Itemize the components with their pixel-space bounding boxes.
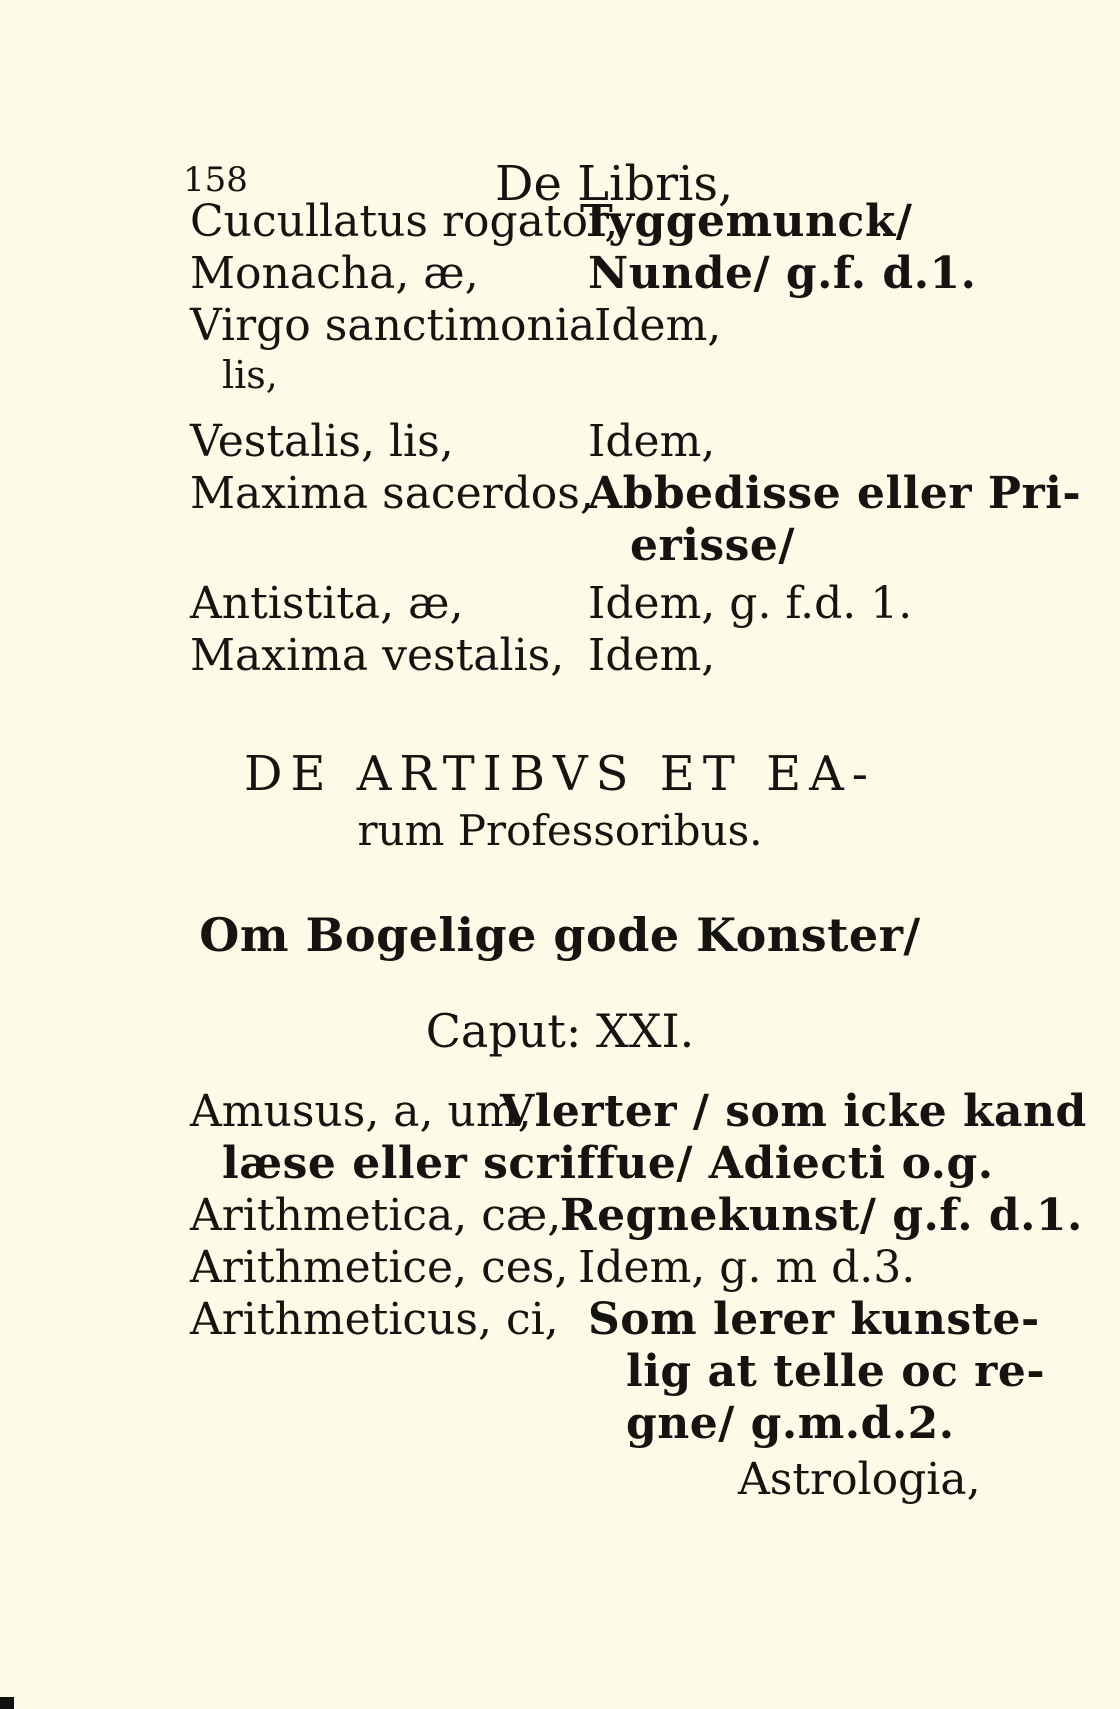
entry-latin: Monacha, æ, [190,248,479,299]
catchword: Astrologia, [738,1454,981,1505]
entry-danish-continued: lig at telle oc re- [626,1346,1046,1397]
entry-latin: Arithmeticus, ci, [190,1294,559,1345]
entry-danish: Idem, g. m d.3. [578,1242,916,1293]
entry-danish: Abbedisse eller Pri- [588,468,1082,519]
section-title: DE ARTIBVS ET EA- [243,746,877,802]
entry-danish: Vlerter / som icke kand [500,1086,1087,1137]
running-title: De Libris, [495,156,734,212]
entry-danish-continued: læse eller scriffue/ Adiecti o.g. [222,1138,994,1189]
entry-danish: Idem, [594,300,722,351]
scan-edge-mark [0,1697,14,1709]
entry-danish: Nunde/ g.f. d.1. [588,248,977,299]
entry-danish: Tyggemunck/ [580,196,913,247]
entry-latin: Arithmetice, ces, [190,1242,569,1293]
entry-latin: Arithmetica, cæ, [190,1190,562,1241]
entry-latin: Maxima vestalis, [190,630,565,681]
entry-latin-continued: lis, [222,353,278,397]
entry-latin: Amusus, a, um, [190,1086,532,1137]
entry-latin: Cucullatus rogator, [190,196,619,247]
entry-danish: Idem, [588,630,716,681]
entry-latin: Antistita, æ, [190,578,464,629]
entry-danish: Idem, g. f.d. 1. [588,578,913,629]
section-subheading: Om Bogelige gode Konster/ [199,908,921,962]
page-number: 158 [183,160,248,200]
entry-danish: Som lerer kunste- [588,1294,1040,1345]
entry-danish-continued: erisse/ [630,520,795,571]
entry-danish: Idem, [588,416,716,467]
chapter-heading: Caput: XXI. [425,1004,695,1058]
entry-danish-continued: gne/ g.m.d.2. [626,1398,955,1449]
section-subtitle: rum Professoribus. [357,806,763,855]
entry-latin: Virgo sanctimonia [190,300,596,351]
entry-latin: Vestalis, lis, [190,416,454,467]
entry-latin: Maxima sacerdos, [190,468,594,519]
entry-danish: Regnekunst/ g.f. d.1. [560,1190,1083,1241]
